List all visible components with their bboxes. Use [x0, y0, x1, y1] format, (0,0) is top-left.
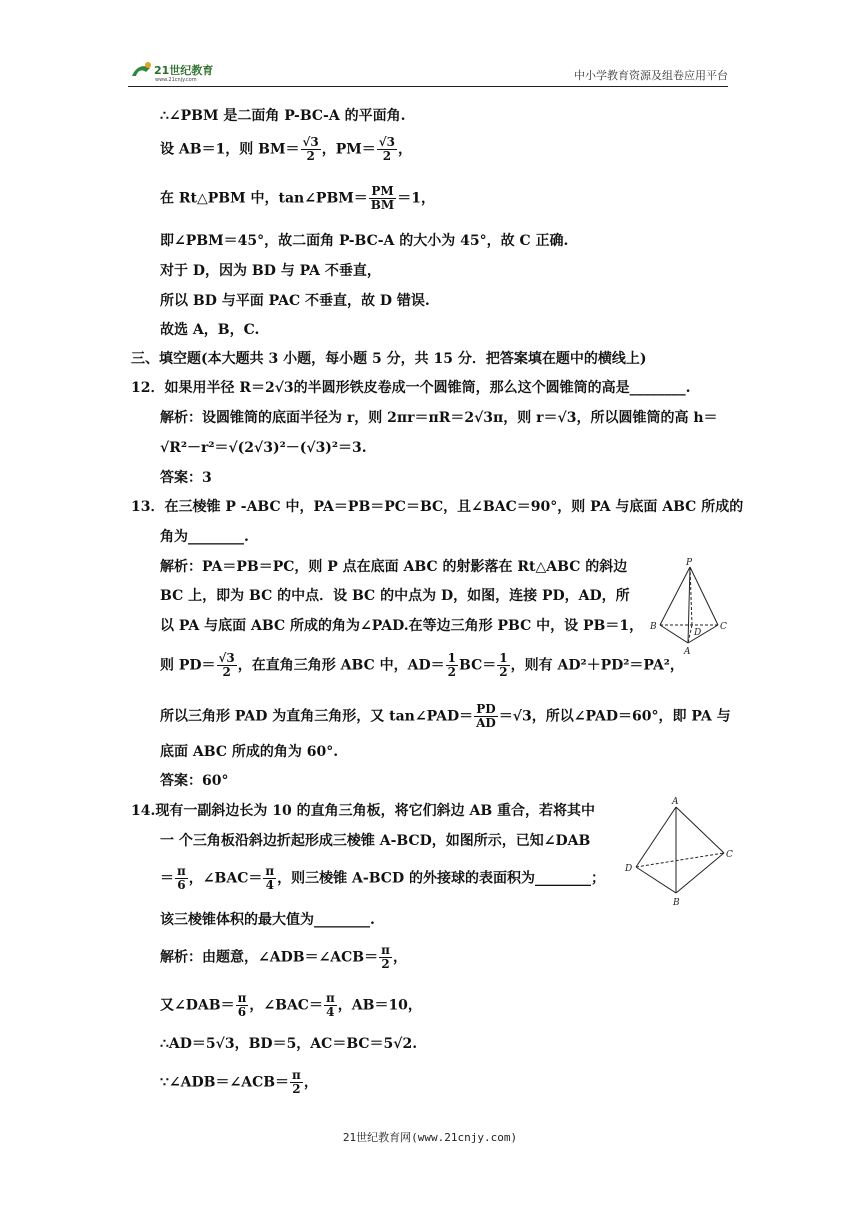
figure-label: D: [625, 864, 633, 874]
text-line: √R²－r²＝√(2√3)²－(√3)²＝3.: [160, 440, 367, 456]
text-line: 对于 D，因为 BD 与 PA 不垂直，: [160, 263, 381, 279]
figure-label: P: [686, 558, 693, 568]
text-line: 角为________.: [160, 529, 249, 545]
figure-label: B: [650, 622, 657, 632]
text-line: 在 Rt△PBM 中，tan∠PBM＝ $\frac{PM}{BM}$ ＝1，: [160, 184, 435, 212]
text-line: 一 个三角板沿斜边折起形成三棱锥 A-BCD，如图所示，已知∠DAB: [160, 833, 591, 849]
text-line: 所以 BD 与平面 PAC 不垂直，故 D 错误.: [160, 293, 430, 309]
page-header: [128, 56, 728, 87]
answer-12: 答案：3: [160, 470, 212, 486]
text-line: 以 PA 与底面 ABC 所成的角为∠PAD.在等边三角形 PBC 中，设 PB＝1，: [160, 618, 644, 634]
svg-text:www.21cnjy.com: www.21cnjy.com: [155, 77, 197, 82]
text-line: 设 AB＝1，则 BM＝ $\frac{√3}{2}$ ，PM＝ $\frac{√3}{2}$ ，: [160, 135, 413, 163]
figure-label: B: [673, 898, 680, 908]
text-line: 所以三角形 PAD 为直角三角形，又 tan∠PAD＝ $\frac{PD}{AD}$ ＝√3，所以∠PAD＝60°，即 PA 与: [160, 702, 731, 730]
question-12: 12．如果用半径 R＝2√3的半圆形铁皮卷成一个圆锥筒，那么这个圆锥筒的高是________.: [131, 380, 691, 396]
text-line: 又∠DAB＝ $\frac{\pi}{6}$ ，∠BAC＝ $\frac{\pi}{4}$ ，AB＝10，: [160, 991, 422, 1019]
logo-icon: [128, 60, 228, 82]
tetrahedron-figure-14: [622, 795, 742, 910]
svg-text:21世纪教育: 21世纪教育: [154, 64, 214, 77]
section-heading: 三、填空题(本大题共 3 小题，每小题 5 分，共 15 分．把答案填在题中的横线上): [131, 351, 647, 367]
text-line: ＝ $\frac{\pi}{6}$ ，∠BAC＝ $\frac{\pi}{4}$ ，则三棱锥 A-BCD 的外接球的表面积为________；: [160, 864, 605, 892]
text-line: 解析：PA＝PB＝PC，则 P 点在底面 ABC 的射影落在 Rt△ABC 的斜边: [160, 559, 628, 575]
page-footer: 21世纪教育网(www.21cnjy.com): [342, 1131, 518, 1144]
figure-label: C: [720, 622, 727, 632]
text-line: 故选 A，B，C.: [160, 322, 260, 338]
text-line: 底面 ABC 所成的角为 60°.: [160, 744, 339, 760]
text-line: 解析：由题意，∠ADB＝∠ACB＝ $\frac{\pi}{2}$ ，: [160, 943, 407, 971]
text-line: ∴∠PBM 是二面角 P-BC-A 的平面角.: [160, 108, 406, 124]
figure-label: A: [684, 647, 691, 657]
text-line: 则 PD＝ $\frac{√3}{2}$ ，在直角三角形 ABC 中，AD＝ $\frac{1}{2}$ BC＝ $\frac{1}{2}$ ，则有 AD²＋PD²＝PA²，: [160, 651, 684, 679]
pyramid-figure-13: [644, 555, 734, 660]
figure-label: D: [694, 628, 702, 638]
text-line: 即∠PBM＝45°，故二面角 P-BC-A 的大小为 45°，故 C 正确.: [160, 233, 569, 249]
platform-title: 中小学教育资源及组卷应用平台: [574, 69, 728, 82]
text-line: 解析：设圆锥筒的底面半径为 r，则 2πr＝πR＝2√3π，则 r＝√3，所以圆锥筒的高 h＝: [160, 410, 718, 426]
question-13: 13．在三棱锥 P -ABC 中，PA＝PB＝PC＝BC，且∠BAC＝90°，则 PA 与底面 ABC 所成的: [131, 499, 744, 515]
figure-label: A: [672, 797, 679, 807]
text-line: 该三棱锥体积的最大值为________.: [160, 912, 375, 928]
answer-13: 答案：60°: [160, 773, 229, 789]
figure-label: C: [726, 850, 733, 860]
text-line: BC 上，即为 BC 的中点．设 BC 的中点为 D，如图，连接 PD，AD，所: [160, 588, 630, 604]
text-line: ∵∠ADB＝∠ACB＝ $\frac{\pi}{2}$ ，: [160, 1068, 318, 1096]
question-14: 14.现有一副斜边长为 10 的直角三角板，将它们斜边 AB 重合，若将其中: [131, 803, 596, 819]
text-line: ∴AD＝5√3，BD＝5，AC＝BC＝5√2.: [160, 1036, 418, 1052]
